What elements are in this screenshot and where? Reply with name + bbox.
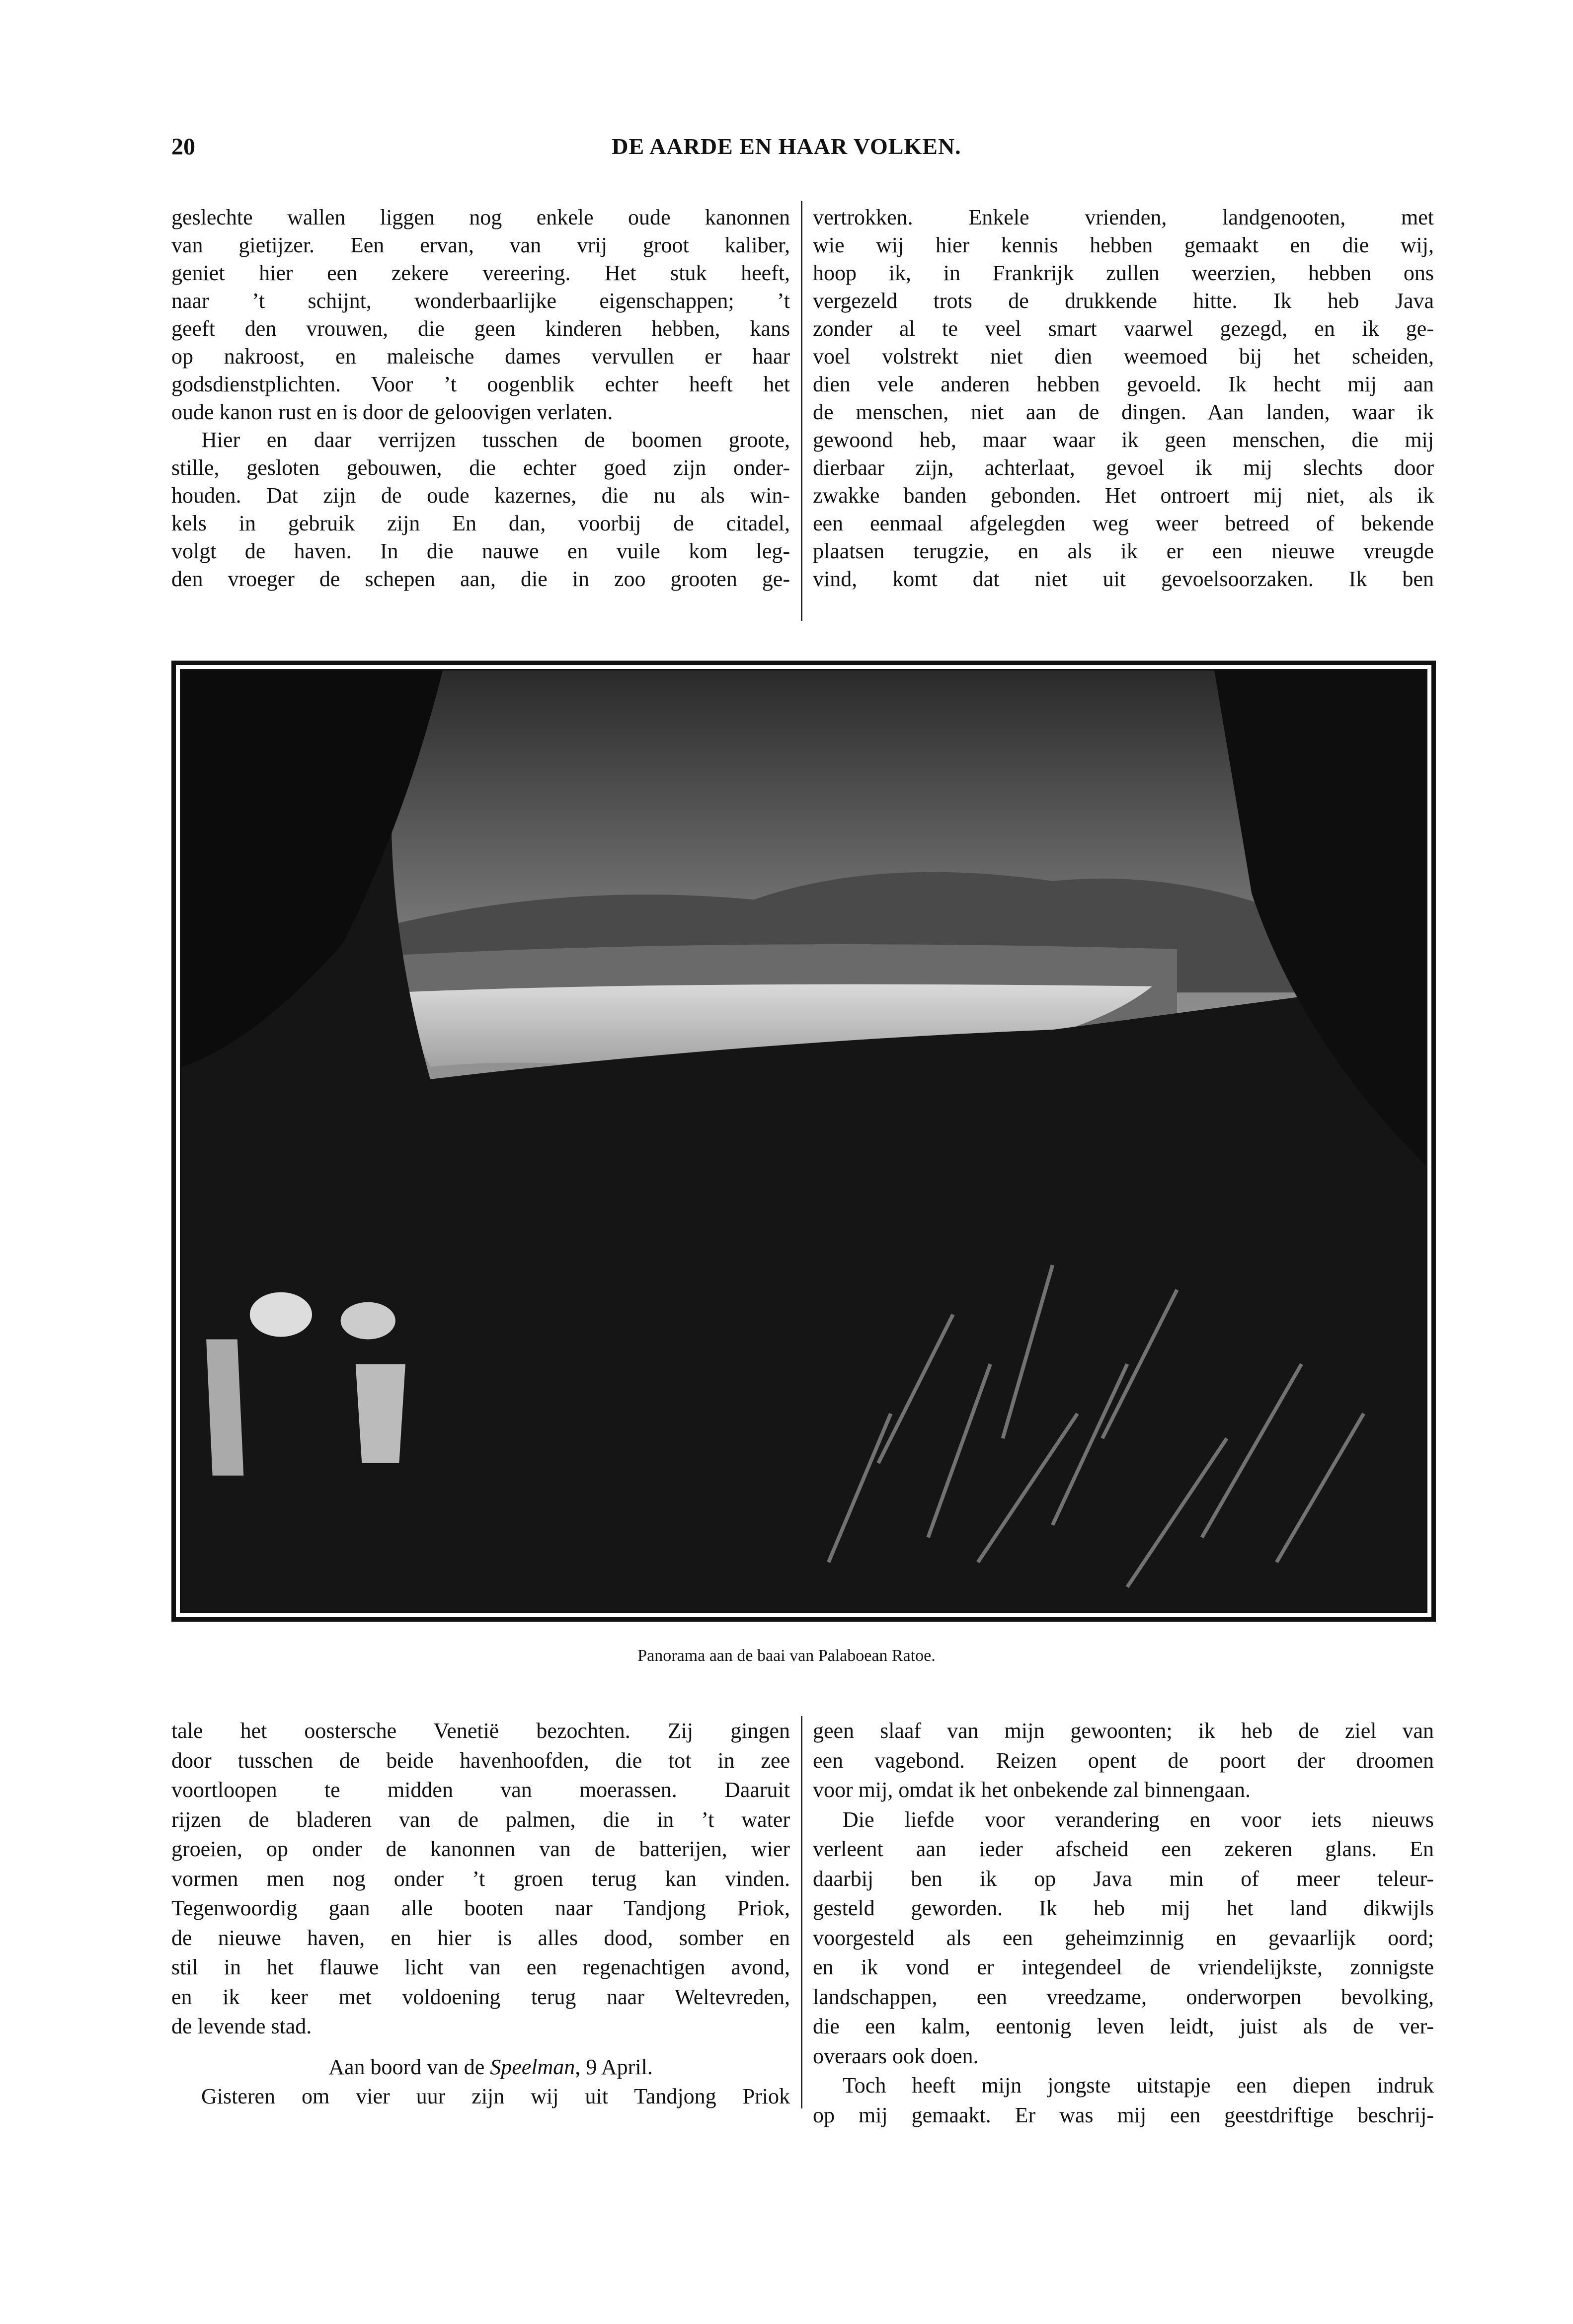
text-line: geeft den vrouwen, die geen kinderen hebben, kans [171,316,790,341]
column-divider-top [801,201,802,621]
top-left-column [171,204,790,593]
text-line: volgt de haven. In die nauwe en vuile kom leg- [171,539,790,563]
text-line: vind, komt dat niet uit gevoelsoorzaken. Ik ben [813,567,1434,591]
text-line: Hier en daar verrijzen tusschen de boomen groote, [201,428,790,452]
text-line: vergezeld trots de drukkende hitte. Ik heb Java [813,289,1434,313]
landscape-photo [180,669,1427,1613]
text-line: voortloopen te midden van moerassen. Daaruit [171,1778,790,1802]
column-divider-bottom [801,1716,802,2108]
illustration-caption: Panorama aan de baai van Palaboean Ratoe. [637,1647,936,1665]
text-line: de levende stad. [171,2014,312,2038]
text-line: en ik keer met voldoening terug naar Weltevreden, [171,1984,790,2009]
text-line: zonder al te veel smart vaarwel gezegd, en ik ge- [813,316,1434,341]
bottom-left-column [171,1716,790,2111]
text-line: Gisteren om vier uur zijn wij uit Tandjong Priok [201,2084,790,2108]
page-number: 20 [171,134,195,160]
illustration-panorama [171,661,1436,1622]
text-line: plaatsen terugzie, en als ik er een nieuwe vreugde [813,539,1434,563]
text-line: de nieuwe haven, en hier is alles dood, somber en [171,1925,790,1950]
text-line: vertrokken. Enkele vrienden, landgenooten, met [813,205,1434,229]
text-line: van gietijzer. Een ervan, van vrij groot kaliber, [171,233,790,257]
dateline-date: , 9 April. [575,2054,653,2079]
ship-name: Speelman [490,2054,575,2079]
text-line: gesteld geworden. Ik heb mij het land dikwijls [813,1896,1434,1920]
text-line: houden. Dat zijn de oude kazernes, die nu als win- [171,483,790,508]
text-line: geniet hier een zekere vereering. Het stuk heeft, [171,261,790,285]
text-line: naar ’t schijnt, wonderbaarlijke eigenschappen; ’t [171,289,790,313]
text-line: rijzen de bladeren van de palmen, die in ’t water [171,1807,790,1832]
text-line: op mij gemaakt. Er was mij een geestdriftige beschrij- [813,2102,1434,2127]
text-line: groeien, op onder de kanonnen van de batterijen, wier [171,1837,790,1861]
text-line: vormen men nog onder ’t groen terug kan vinden. [171,1866,790,1891]
text-line: dien vele anderen hebben gevoeld. Ik hecht mij aan [813,372,1434,396]
top-right-column [813,204,1434,593]
text-line: overaars ook doen. [813,2043,979,2068]
text-line: landschappen, een vreedzame, onderworpen bevolking, [813,1984,1434,2009]
text-line: gewoond heb, maar waar ik geen menschen, die mij [813,428,1434,452]
text-line: kels in gebruik zijn En dan, voorbij de citadel, [171,511,790,535]
text-line: door tusschen de beide havenhoofden, die tot in zee [171,1748,790,1773]
text-line: geen slaaf van mijn gewoonten; ik heb de ziel van [813,1719,1434,1743]
text-line: daarbij ben ik op Java min of meer teleur- [813,1866,1434,1891]
text-line: geslechte wallen liggen nog enkele oude kanonnen [171,205,790,229]
text-line: stille, gesloten gebouwen, die echter goed zijn onder- [171,455,790,480]
text-line: een vagebond. Reizen opent de poort der droomen [813,1748,1434,1773]
text-line: en ik vond er integendeel de vriendelijkste, zonnigste [813,1955,1434,1979]
text-line: stil in het flauwe licht van een regenachtigen avond, [171,1955,790,1979]
text-line: een eenmaal afgelegden weg weer betreed of bekende [813,511,1434,535]
text-line: Die liefde voor verandering en voor iets nieuws [843,1807,1434,1832]
text-line: op nakroost, en maleische dames vervullen er haar [171,344,790,369]
text-line: den vroeger de schepen aan, die in zoo grooten ge- [171,567,790,591]
text-line: zwakke banden gebonden. Het ontroert mij niet, als ik [813,483,1434,508]
dateline-prefix: Aan boord van de [328,2054,490,2079]
text-line: verleent aan ieder afscheid een zekeren glans. En [813,1837,1434,1861]
running-title: DE AARDE EN HAAR VOLKEN. [612,134,961,159]
text-line: voor mij, omdat ik het onbekende zal binnengaan. [813,1778,1251,1802]
text-line: de menschen, niet aan de dingen. Aan landen, waar ik [813,400,1434,424]
text-line: wie wij hier kennis hebben gemaakt en die wij, [813,233,1434,257]
text-line: voorgesteld als een geheimzinnig en gevaarlijk oord; [813,1925,1434,1950]
dateline [171,2052,790,2082]
text-line: godsdienstplichten. Voor ’t oogenblik echter heeft het [171,372,790,396]
text-line: tale het oostersche Venetië bezochten. Zij gingen [171,1719,790,1743]
text-line: Toch heeft mijn jongste uitstapje een diepen indruk [843,2073,1434,2098]
text-line: voel volstrekt niet dien weemoed bij het scheiden, [813,344,1434,369]
text-line: hoop ik, in Frankrijk zullen weerzien, hebben ons [813,261,1434,285]
text-line: dierbaar zijn, achterlaat, gevoel ik mij slechts door [813,455,1434,480]
text-line: oude kanon rust en is door de geloovigen verlaten. [171,400,613,424]
bottom-right-column [813,1716,1434,2130]
text-line: Tegenwoordig gaan alle booten naar Tandjong Priok, [171,1896,790,1920]
text-line: die een kalm, eentonig leven leidt, juist als de ver- [813,2014,1434,2038]
